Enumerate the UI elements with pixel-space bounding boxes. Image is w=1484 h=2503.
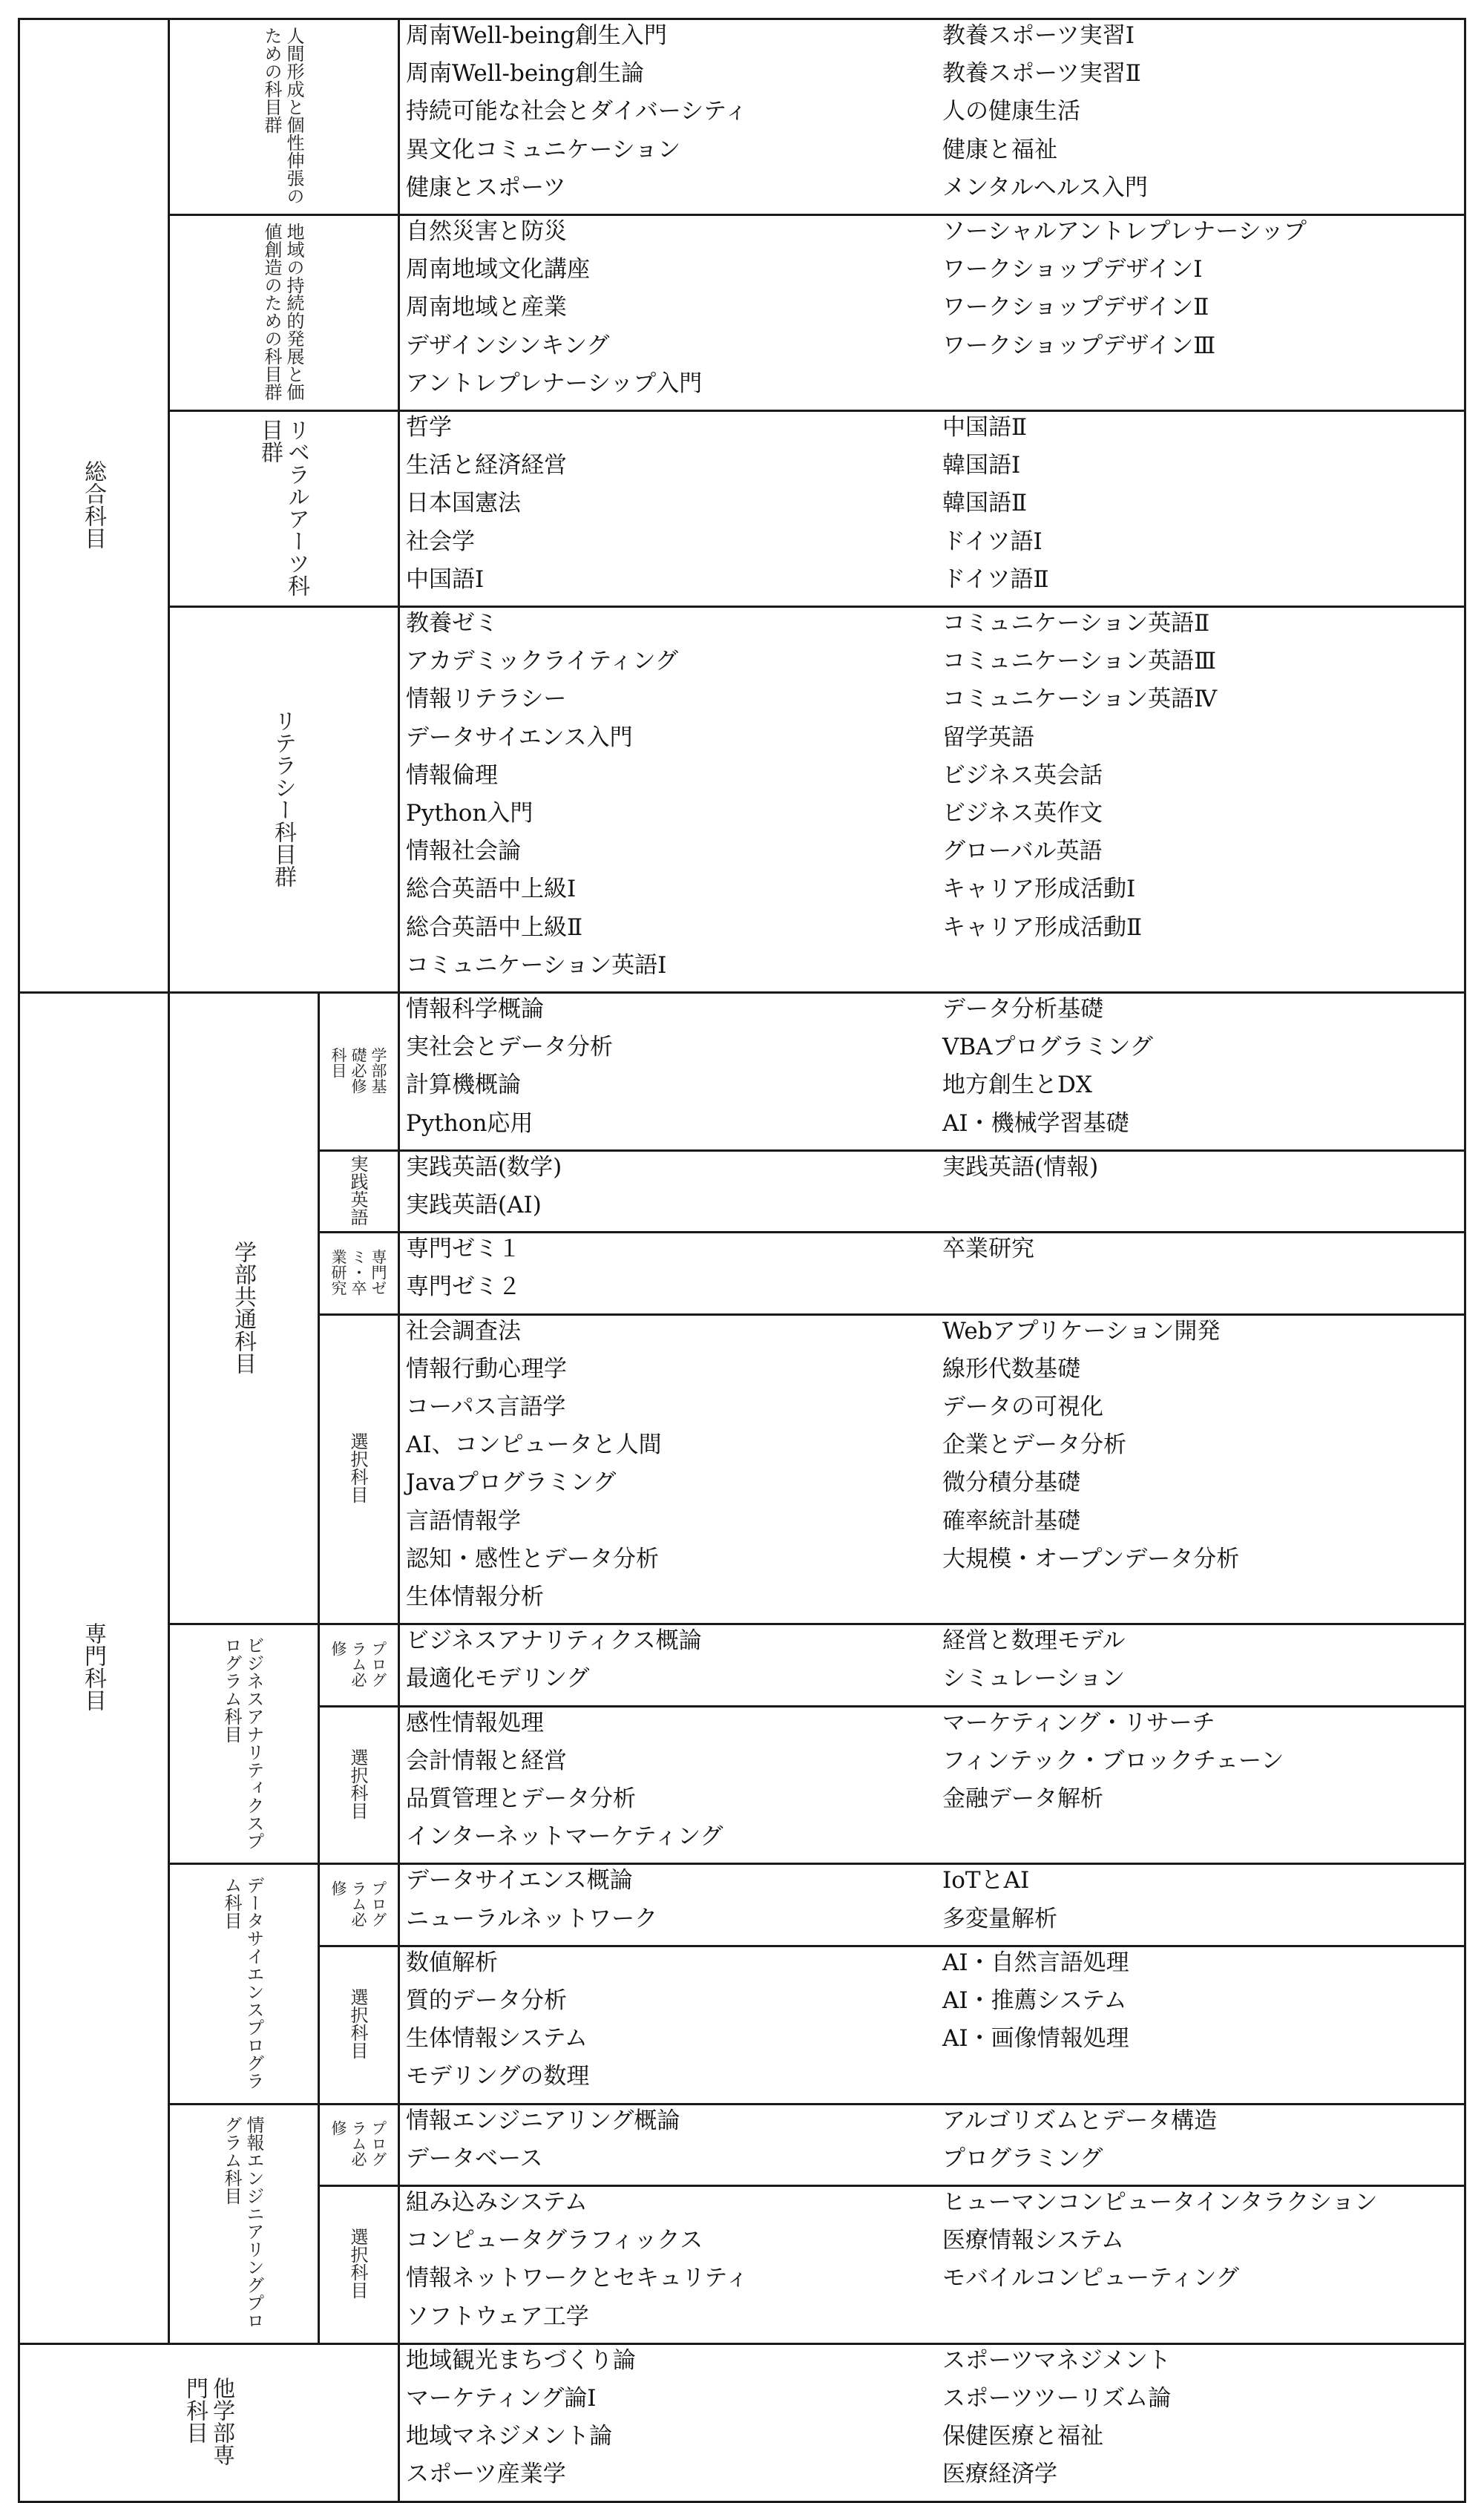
- course-name: アカデミックライティング: [406, 648, 679, 675]
- course-name: グローバル英語: [942, 838, 1103, 865]
- course-name: スポーツマネジメント: [942, 2347, 1171, 2374]
- course-name: 組み込みシステム: [406, 2189, 588, 2216]
- course-name: 実践英語(数学): [406, 1154, 562, 1181]
- course-name: ビジネス英会話: [942, 762, 1103, 789]
- course-name: Webアプリケーション開発: [942, 1318, 1221, 1345]
- course-name: 中国語Ⅱ: [942, 414, 1028, 441]
- course-name: 生体情報システム: [406, 2025, 588, 2052]
- course-name: 情報社会論: [406, 838, 521, 865]
- course-name: マーケティング・リサーチ: [942, 1710, 1215, 1736]
- course-name: 周南Well-being創生入門: [406, 22, 667, 49]
- course-name: 会計情報と経営: [406, 1748, 567, 1774]
- course-name: 総合英語中上級Ⅱ: [406, 914, 583, 941]
- course-name: 線形代数基礎: [942, 1356, 1080, 1382]
- course-name: 韓国語Ⅰ: [942, 452, 1021, 479]
- course-name: 異文化コミュニケーション: [406, 137, 681, 163]
- course-name: ワークショップデザインⅠ: [942, 256, 1203, 283]
- course-name: 地域マネジメント論: [406, 2423, 613, 2450]
- course-name: 中国語Ⅰ: [406, 566, 485, 593]
- course-name: 卒業研究: [942, 1236, 1034, 1262]
- course-name: 認知・感性とデータ分析: [406, 1546, 659, 1572]
- course-name: ビジネスアナリティクス概論: [406, 1627, 702, 1654]
- course-name: 専門ゼミ２: [406, 1273, 521, 1300]
- course-name: 情報リテラシー: [406, 686, 567, 712]
- group-label: データサイエンスプログラ ム科目: [221, 1876, 264, 2090]
- section-border: [168, 991, 170, 2345]
- course-name: 情報倫理: [406, 762, 498, 789]
- course-name: 哲学: [406, 414, 452, 441]
- course-name: 自然災害と防災: [406, 218, 567, 245]
- course-name: キャリア形成活動Ⅰ: [942, 876, 1136, 902]
- group-divider: [168, 1623, 1466, 1625]
- course-name: 健康とスポーツ: [406, 174, 566, 201]
- group-label: リベラルアーツ科 目群: [257, 419, 309, 597]
- block-divider: [318, 1149, 1466, 1152]
- course-name: ワークショップデザインⅡ: [942, 294, 1209, 321]
- course-name: 質的データ分析: [406, 1987, 567, 2014]
- section-divider: [18, 991, 1466, 994]
- course-name: 専門ゼミ１: [406, 1236, 521, 1262]
- course-name: 感性情報処理: [406, 1710, 544, 1736]
- course-name: 生体情報分析: [406, 1584, 544, 1610]
- group-inner-border: [318, 2103, 320, 2345]
- table-border-left: [18, 18, 20, 2503]
- course-name: データ分析基礎: [942, 996, 1103, 1023]
- course-name: Python入門: [406, 800, 533, 827]
- group-divider: [168, 410, 1466, 412]
- course-name: AI・画像情報処理: [942, 2025, 1129, 2052]
- course-name: AI・機械学習基礎: [942, 1110, 1129, 1137]
- course-name: コミュニケーション英語Ⅰ: [406, 952, 667, 979]
- subcategory-label: 専門ゼ ミ・卒 業研究: [329, 1249, 387, 1296]
- course-name: モデリングの数理: [406, 2063, 590, 2090]
- course-name: 教養ゼミ: [406, 610, 498, 637]
- course-name: 健康と福祉: [942, 137, 1057, 163]
- course-name: ビジネス英作文: [942, 800, 1103, 827]
- course-name: 持続可能な社会とダイバーシティ: [406, 98, 748, 125]
- course-name: AI・推薦システム: [942, 1987, 1127, 2014]
- section-label: 専門科目: [80, 1622, 106, 1711]
- course-name: 情報行動心理学: [406, 1356, 567, 1382]
- course-name: 教養スポーツ実習Ⅰ: [942, 22, 1135, 49]
- course-name: 総合英語中上級Ⅰ: [406, 876, 577, 902]
- course-name: キャリア形成活動Ⅱ: [942, 914, 1143, 941]
- block-divider: [318, 1705, 1466, 1708]
- subcategory-label: プログ ラム必 修: [329, 2120, 387, 2167]
- course-name: IoTとAI: [942, 1867, 1030, 1894]
- course-name: メンタルヘルス入門: [942, 174, 1148, 201]
- course-name: プログラミング: [942, 2145, 1103, 2172]
- course-name: 情報科学概論: [406, 996, 544, 1023]
- course-name: ニューラルネットワーク: [406, 1906, 658, 1932]
- subcategory-label: 選択科目: [347, 1748, 368, 1820]
- course-name: 多変量解析: [942, 1906, 1057, 1932]
- section-label: 総合科目: [80, 460, 106, 549]
- course-name: データベース: [406, 2145, 543, 2172]
- course-name: コーパス言語学: [406, 1394, 566, 1420]
- course-name: 確率統計基礎: [942, 1508, 1080, 1535]
- course-name: 金融データ解析: [942, 1785, 1103, 1812]
- table-border-top: [18, 18, 1466, 20]
- course-name: AI、コンピュータと人間: [406, 1431, 662, 1458]
- course-name: 情報エンジニアリング概論: [406, 2107, 680, 2134]
- course-name: 周南地域文化講座: [406, 256, 590, 283]
- course-column-border: [398, 991, 400, 2345]
- course-name: 人の健康生活: [942, 98, 1080, 125]
- course-name: 医療経済学: [942, 2461, 1057, 2487]
- course-name: ワークショップデザインⅢ: [942, 332, 1216, 359]
- course-name: モバイルコンピューティング: [942, 2265, 1239, 2292]
- course-name: 最適化モデリング: [406, 1665, 590, 1692]
- subcategory-label: 選択科目: [347, 2228, 368, 2299]
- course-name: 教養スポーツ実習Ⅱ: [942, 60, 1141, 87]
- subcategory-label: 実践英語: [347, 1155, 368, 1226]
- course-name: コミュニケーション英語Ⅱ: [942, 610, 1210, 637]
- group-divider: [168, 606, 1466, 608]
- group-inner-border: [318, 1863, 320, 2105]
- section-label: 他学部専 門科目: [182, 2377, 234, 2466]
- group-divider: [168, 214, 1466, 216]
- course-name: 地方創生とDX: [942, 1072, 1092, 1098]
- subcategory-label: 学部基 礎必修 科目: [329, 1047, 387, 1094]
- course-name: アルゴリズムとデータ構造: [942, 2107, 1218, 2134]
- block-divider: [318, 1313, 1466, 1316]
- course-name: 品質管理とデータ分析: [406, 1785, 636, 1812]
- course-name: 実社会とデータ分析: [406, 1034, 613, 1060]
- group-label: ビジネスアナリティクスプ ログラム科目: [221, 1636, 264, 1850]
- course-name: シミュレーション: [942, 1665, 1126, 1692]
- course-name: 周南Well-being創生論: [406, 60, 644, 87]
- subcategory-label: プログ ラム必 修: [329, 1641, 387, 1687]
- block-divider: [318, 2185, 1466, 2187]
- course-name: AI・自然言語処理: [942, 1949, 1129, 1976]
- course-name: スポーツツーリズム論: [942, 2385, 1172, 2412]
- course-name: インターネットマーケティング: [406, 1823, 723, 1850]
- course-name: ヒューマンコンピュータインタラクション: [942, 2189, 1378, 2216]
- course-name: 医療情報システム: [942, 2227, 1124, 2254]
- course-name: Javaプログラミング: [406, 1469, 617, 1496]
- group-divider: [168, 1863, 1466, 1865]
- subcategory-label: 選択科目: [347, 1988, 368, 2059]
- course-name: 実践英語(AI): [406, 1192, 542, 1218]
- group-label: 地域の持続的発展と価 値創造のための科目群: [261, 223, 304, 401]
- course-name: 韓国語Ⅱ: [942, 490, 1028, 516]
- course-name: 地域観光まちづくり論: [406, 2347, 636, 2374]
- group-label: 人間形成と個性伸張の ための科目群: [261, 27, 304, 205]
- group-label: リテラシー科目群: [270, 709, 296, 888]
- group-label: 学部共通科目: [230, 1241, 256, 1374]
- course-name: 経営と数理モデル: [942, 1627, 1126, 1654]
- course-column-border: [398, 2343, 400, 2503]
- subcategory-label: プログ ラム必 修: [329, 1880, 387, 1927]
- section-divider: [18, 2343, 1466, 2345]
- course-name: アントレプレナーシップ入門: [406, 370, 703, 397]
- group-inner-border: [318, 991, 320, 1625]
- course-name: コンピュータグラフィックス: [406, 2227, 703, 2254]
- block-divider: [318, 1945, 1466, 1947]
- group-divider: [168, 2103, 1466, 2105]
- group-inner-border: [318, 1623, 320, 1865]
- course-name: デザインシンキング: [406, 332, 610, 359]
- course-name: コミュニケーション英語Ⅲ: [942, 648, 1217, 675]
- course-name: 微分積分基礎: [942, 1469, 1080, 1496]
- subcategory-label: 選択科目: [347, 1432, 368, 1503]
- course-name: フィンテック・ブロックチェーン: [942, 1748, 1284, 1774]
- block-divider: [318, 1231, 1466, 1233]
- course-name: マーケティング論Ⅰ: [406, 2385, 597, 2412]
- course-name: スポーツ産業学: [406, 2461, 566, 2487]
- course-name: 日本国憲法: [406, 490, 521, 516]
- course-name: データサイエンス入門: [406, 724, 633, 751]
- course-name: 生活と経済経営: [406, 452, 567, 479]
- course-name: 企業とデータ分析: [942, 1431, 1126, 1458]
- course-name: 留学英語: [942, 724, 1034, 751]
- table-border-right: [1464, 18, 1466, 2503]
- course-name: 社会調査法: [406, 1318, 521, 1345]
- course-name: 社会学: [406, 528, 475, 555]
- course-name: 情報ネットワークとセキュリティ: [406, 2265, 749, 2292]
- course-name: VBAプログラミング: [942, 1034, 1153, 1060]
- course-name: 言語情報学: [406, 1508, 521, 1535]
- course-name: ドイツ語Ⅰ: [942, 528, 1043, 555]
- course-name: コミュニケーション英語Ⅳ: [942, 686, 1218, 712]
- course-name: 計算機概論: [406, 1072, 521, 1098]
- group-label: 情報エンジニアリングプロ グラム科目: [221, 2116, 264, 2329]
- course-name: ドイツ語Ⅱ: [942, 566, 1049, 593]
- course-name: データサイエンス概論: [406, 1867, 633, 1894]
- course-column-border: [398, 18, 400, 994]
- course-name: 周南地域と産業: [406, 294, 567, 321]
- course-name: データの可視化: [942, 1394, 1103, 1420]
- course-name: ソフトウェア工学: [406, 2303, 589, 2330]
- course-name: 数値解析: [406, 1949, 498, 1976]
- course-name: Python応用: [406, 1110, 533, 1137]
- course-name: 保健医療と福祉: [942, 2423, 1103, 2450]
- course-name: ソーシャルアントレプレナーシップ: [942, 218, 1307, 245]
- course-name: 大規模・オープンデータ分析: [942, 1546, 1240, 1572]
- section-border: [168, 18, 170, 994]
- course-name: 実践英語(情報): [942, 1154, 1099, 1181]
